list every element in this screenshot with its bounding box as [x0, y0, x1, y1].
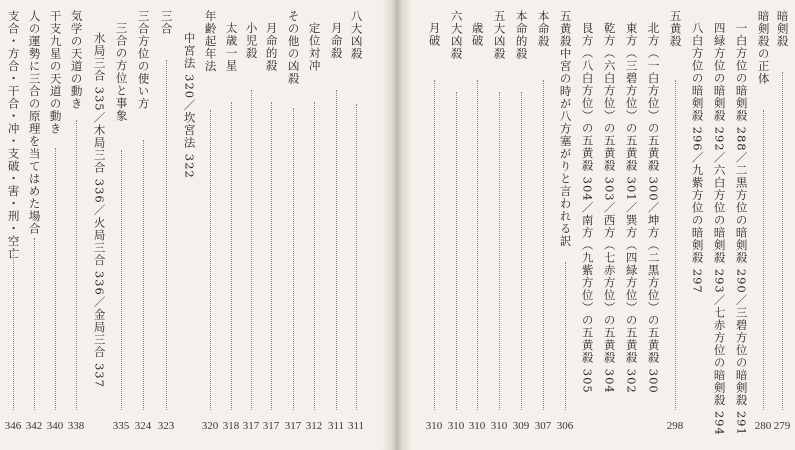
toc-entry — [282, 0, 304, 450]
leader-dots — [166, 60, 167, 410]
toc-entry-page: 324 — [134, 420, 152, 432]
toc-entry-title: 三合の方位と事象 — [114, 22, 129, 122]
toc-entry — [466, 0, 488, 450]
leader-dots — [271, 102, 272, 410]
toc-entry — [576, 0, 598, 450]
leader-dots — [121, 150, 122, 410]
toc-entry-page: 311 — [347, 420, 365, 432]
toc-entry-page: 298 — [666, 420, 684, 432]
toc-entry — [642, 0, 664, 450]
toc-entry-title: 小児殺 — [244, 22, 259, 60]
toc-entry — [88, 0, 110, 450]
toc-entry-page: 335 — [112, 420, 130, 432]
toc-entry — [771, 0, 793, 450]
toc-entry-page: 280 — [754, 420, 772, 432]
toc-entry-title: 年齢起年法 — [203, 10, 218, 73]
leader-dots — [356, 104, 357, 410]
toc-entry — [445, 0, 467, 450]
toc-entry-page: 279 — [773, 420, 791, 432]
leader-dots — [675, 80, 676, 410]
toc-entry-page: 320 — [201, 420, 219, 432]
toc-entry-title: 水局三合 335／木局三合 336／火局三合 336／金局三合 337 — [92, 32, 107, 388]
toc-entry-page: 310 — [468, 420, 486, 432]
leader-dots — [314, 102, 315, 410]
toc-entry-title: 月命殺 — [329, 22, 344, 60]
toc-entry — [708, 0, 730, 450]
toc-entry-page: 317 — [242, 420, 260, 432]
leader-dots — [55, 148, 56, 410]
toc-entry-title: 本命的殺 — [514, 10, 529, 60]
toc-entry-page: 310 — [447, 420, 465, 432]
toc-entry — [325, 0, 347, 450]
toc-entry-title: 四緑方位の暗剣殺 292／六白方位の暗剣殺 293／七赤方位の暗剣殺 294 — [712, 22, 727, 436]
toc-entry-title: 歳破 — [470, 22, 485, 47]
toc-entry-title: 一白方位の暗剣殺 288／二黒方位の暗剣殺 290／三碧方位の暗剣殺 291 — [734, 22, 749, 436]
leader-dots — [434, 80, 435, 410]
toc-entry-page: 306 — [556, 420, 574, 432]
leader-dots — [782, 72, 783, 410]
toc-entry-page: 312 — [305, 420, 323, 432]
leader-dots — [251, 90, 252, 410]
leader-dots — [499, 92, 500, 410]
toc-entry-title: 東方（三碧方位）の五黄殺 301／巽方（四緑方位）の五黄殺 302 — [624, 22, 639, 394]
toc-entry — [65, 0, 87, 450]
toc-entry — [155, 0, 177, 450]
toc-entry-title: 定位対冲 — [307, 22, 322, 72]
toc-entry-title: 五黄殺中宮の時が八方塞がりと言われる訳 — [558, 10, 573, 248]
toc-entry — [730, 0, 752, 450]
toc-entry-title: 六大凶殺 — [449, 10, 464, 60]
toc-entry-title: 支合・方合・干合・冲・支破・害・刑・空亡 — [6, 10, 21, 260]
leader-dots — [143, 140, 144, 410]
toc-entry — [488, 0, 510, 450]
toc-entry-page: 307 — [534, 420, 552, 432]
toc-entry-page: 340 — [46, 420, 64, 432]
toc-entry-page: 310 — [425, 420, 443, 432]
toc-entry — [554, 0, 576, 450]
leader-dots — [231, 102, 232, 410]
toc-entry — [220, 0, 242, 450]
leader-dots — [76, 120, 77, 410]
toc-entry — [260, 0, 282, 450]
toc-entry — [110, 0, 132, 450]
toc-entry — [44, 0, 66, 450]
toc-entry-title: 月命的殺 — [264, 22, 279, 72]
toc-entry — [240, 0, 262, 450]
toc-entry-page: 309 — [512, 420, 530, 432]
toc-entry — [178, 0, 200, 450]
leader-dots — [336, 90, 337, 410]
leader-dots — [34, 238, 35, 410]
toc-entry — [620, 0, 642, 450]
leader-dots — [543, 80, 544, 410]
toc-entry-title: 暗剣殺の正体 — [756, 10, 771, 85]
toc-entry-page: 317 — [284, 420, 302, 432]
toc-entry-title: 艮方（八白方位）の五黄殺 304／南方（九紫方位）の五黄殺 305 — [580, 22, 595, 394]
toc-entry-title: 気学の天道の動き — [69, 10, 84, 110]
leader-dots — [565, 262, 566, 410]
toc-entry-title: 月破 — [427, 22, 442, 47]
toc-entry — [199, 0, 221, 450]
leader-dots — [293, 108, 294, 410]
toc-entry — [423, 0, 445, 450]
leader-dots — [13, 250, 14, 410]
toc-entry-title: 北方（一白方位）の五黄殺 300／坤方（二黒方位）の五黄殺 300 — [646, 22, 661, 394]
toc-entry-title: 暗剣殺 — [775, 10, 790, 48]
toc-entry-title: 八白方位の暗剣殺 296／九紫方位の暗剣殺 297 — [690, 22, 705, 294]
toc-entry-page: 311 — [327, 420, 345, 432]
leader-dots — [456, 92, 457, 410]
toc-entry — [664, 0, 686, 450]
toc-entry-title: 乾方（六白方位）の五黄殺 303／西方（七赤方位）の五黄殺 304 — [602, 22, 617, 394]
toc-entry — [345, 0, 367, 450]
leader-dots — [210, 110, 211, 410]
toc-entry-title: 干支九星の天道の動き — [48, 10, 63, 135]
toc-entry — [686, 0, 708, 450]
toc-entry — [532, 0, 554, 450]
toc-entry-page: 346 — [4, 420, 22, 432]
toc-entry — [23, 0, 45, 450]
book-gutter — [382, 0, 412, 450]
toc-entry-title: 本命殺 — [536, 10, 551, 48]
leader-dots — [763, 110, 764, 410]
toc-entry-page: 338 — [67, 420, 85, 432]
toc-entry-title: その他の凶殺 — [286, 10, 301, 85]
toc-entry — [303, 0, 325, 450]
toc-entry-title: 八大凶殺 — [349, 10, 364, 60]
toc-entry-title: 太歳一星 — [224, 22, 239, 72]
toc-entry-page: 310 — [490, 420, 508, 432]
toc-entry-page: 317 — [262, 420, 280, 432]
toc-entry-title: 五黄殺 — [668, 10, 683, 48]
leader-dots — [521, 92, 522, 410]
toc-entry-page: 342 — [25, 420, 43, 432]
toc-entry — [510, 0, 532, 450]
leader-dots — [477, 80, 478, 410]
toc-entry-title: 三合 — [159, 10, 174, 35]
toc-entry-page: 318 — [222, 420, 240, 432]
toc-entry — [598, 0, 620, 450]
toc-entry-title: 人の運勢に三合の原理を当てはめた場合 — [27, 10, 42, 235]
toc-entry-title: 中宮法 320／坎宮法 322 — [182, 32, 197, 179]
toc-entry-page: 323 — [157, 420, 175, 432]
toc-entry — [132, 0, 154, 450]
toc-entry — [2, 0, 24, 450]
toc-entry-title: 五大凶殺 — [492, 10, 507, 60]
toc-entry-title: 三合方位の使い方 — [136, 10, 151, 110]
